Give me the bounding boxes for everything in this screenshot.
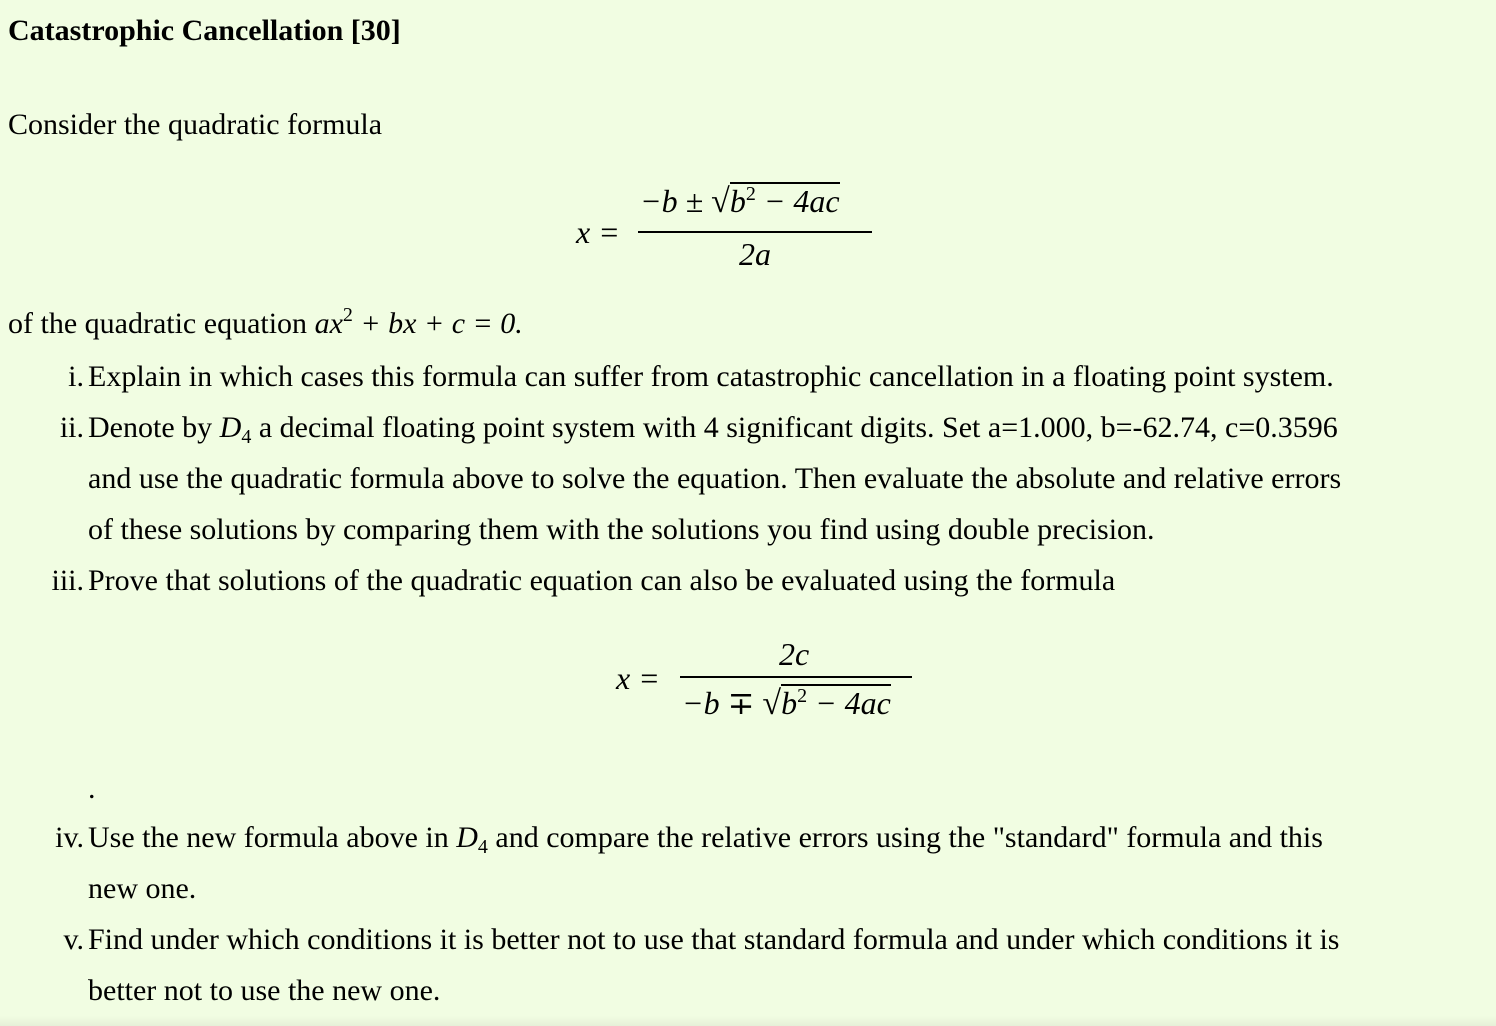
d4-symbol: D [456, 821, 478, 854]
radicand-exp: 2 [797, 685, 808, 707]
page-title: Catastrophic Cancellation [30] [8, 14, 401, 47]
d4-subscript: 4 [477, 836, 488, 858]
radicand-rest: − 4ac [755, 183, 840, 219]
formula1-lhs: x = [576, 214, 620, 250]
list-item-number: iv. [55, 821, 84, 854]
equation-rest: + bx + c = 0. [352, 307, 523, 340]
equation-exp: 2 [342, 304, 353, 326]
list-item-text: Find under which conditions it is better not to use that standard formula and under which conditions it is [88, 923, 1340, 956]
formula2-denominator [682, 684, 891, 721]
equation-prefix: of the quadratic equation [8, 307, 315, 340]
radicand-b: b [781, 685, 798, 721]
list-item-text: Prove that solutions of the quadratic equation can also be evaluated using the formula [88, 564, 1116, 597]
formula2-fraction-bar [680, 676, 912, 678]
formula2-radicand [781, 684, 891, 721]
sqrt-symbol: √ [762, 685, 782, 722]
list-item-text: Explain in which cases this formula can suffer from catastrophic cancellation in a floating point system. [88, 360, 1334, 393]
radicand-b: b [729, 183, 746, 219]
list-item-text [88, 812, 1448, 863]
item-text-part: Use the new formula above in [88, 821, 457, 854]
radicand-rest: − 4ac [807, 685, 891, 721]
radicand-exp: 2 [745, 183, 756, 205]
item-text-part: Denote by [88, 411, 220, 444]
list-item-text: and use the quadratic formula above to solve the equation. Then evaluate the absolute and relative errors [88, 462, 1342, 495]
formula1-num-prefix: −b ± [640, 183, 712, 219]
formula1-denominator: 2a [739, 236, 771, 272]
list-item-number: v. [63, 923, 84, 956]
formula2-den-prefix: −b ∓ [682, 685, 763, 721]
item-text-part: and compare the relative errors using the "standard" formula and this [487, 821, 1323, 854]
list-item-text: better not to use the new one. [88, 974, 441, 1007]
item-text-part: a decimal floating point system with 4 significant digits. Set a=1.000, b=-62.74, c=0.3596 [251, 411, 1338, 444]
formula2-lhs: x = [616, 660, 660, 696]
bottom-edge [0, 1016, 1496, 1026]
list-item-text: of these solutions by comparing them with the solutions you find using double precision. [88, 513, 1155, 546]
stray-period: . [88, 772, 96, 805]
d4-symbol: D [219, 411, 242, 444]
list-item-number: i. [68, 360, 84, 393]
sqrt-symbol: √ [711, 183, 730, 220]
list-item-number: ii. [59, 411, 84, 444]
d4-subscript: 4 [241, 426, 252, 448]
list-item-number: iii. [51, 564, 84, 597]
formula2-numerator: 2c [779, 636, 810, 672]
intro-text: Consider the quadratic formula [8, 108, 383, 141]
equation-ax: ax [314, 307, 343, 340]
list-item-text: new one. [88, 872, 197, 905]
